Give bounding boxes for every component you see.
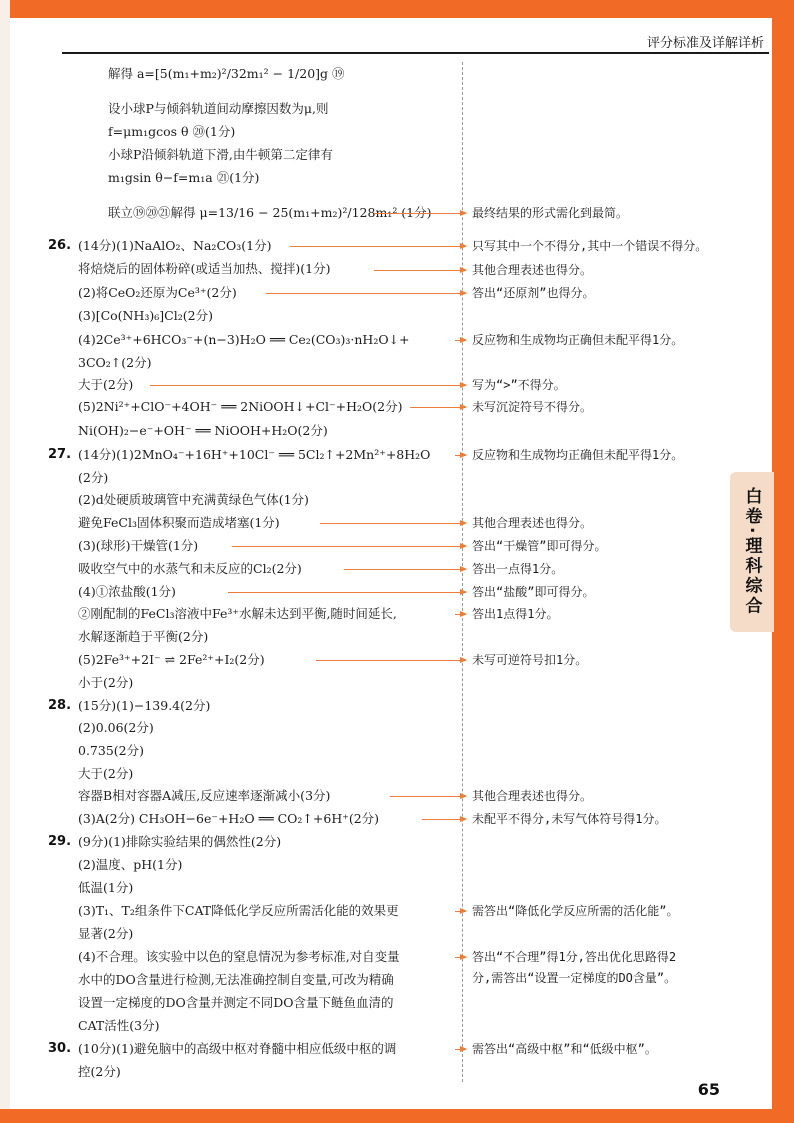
arrow-icon [344, 569, 466, 570]
scoring-note: 答出1点得1分。 [472, 607, 559, 621]
answer-line: (3)T₁、T₂组条件下CAT降低化学反应所需活化能的效果更 [78, 903, 399, 918]
scoring-note: 其他合理表述也得分。 [472, 516, 593, 530]
answer-line: 吸收空气中的水蒸气和未反应的Cl₂(2分) [78, 561, 302, 576]
scoring-note: 只写其中一个不得分,其中一个错误不得分。 [472, 239, 708, 253]
answer-line: 设置一定梯度的DO含量并测定不同DO含量下鲢鱼血清的 [78, 995, 394, 1010]
arrow-icon [455, 340, 466, 341]
answer-line: (5)2Fe³⁺+2I⁻ ⇌ 2Fe²⁺+I₂(2分) [78, 652, 265, 667]
arrow-icon [320, 523, 466, 524]
arrow-icon [455, 614, 466, 615]
scoring-note: 反应物和生成物均正确但未配平得1分。 [472, 448, 684, 462]
answer-line: (3)(球形)干燥管(1分) [78, 538, 199, 553]
answer-line: (15分)(1)−139.4(2分) [78, 698, 211, 713]
answer-line: 低温(1分) [78, 880, 134, 895]
page-number: 65 [697, 1080, 720, 1099]
scoring-note: 反应物和生成物均正确但未配平得1分。 [472, 333, 684, 347]
answer-line: 显著(2分) [78, 926, 134, 941]
arrow-icon [290, 246, 466, 247]
answer-line: 水解逐渐趋于平衡(2分) [78, 629, 209, 644]
answer-line: 小于(2分) [78, 675, 134, 690]
question-number: 26. [48, 238, 72, 253]
arrow-icon [316, 660, 466, 661]
scoring-note: 其他合理表述也得分。 [472, 263, 593, 277]
question-number: 29. [48, 834, 72, 849]
header-title: 评分标准及详解详析 [646, 36, 764, 51]
arrow-icon [266, 293, 466, 294]
arrow-icon [455, 957, 466, 958]
answer-line: 容器B相对容器A减压,反应速率逐渐减小(3分) [78, 788, 331, 803]
side-tab-label: 白卷·理科综合 [741, 487, 762, 617]
scoring-note: 需答出“高级中枢”和“低级中枢”。 [472, 1042, 657, 1056]
answer-line: (4)2Ce³⁺+6HCO₃⁻+(n−3)H₂O ══ Ce₂(CO₃)₃·nH₂O↓+ [78, 332, 410, 347]
top-color-band [0, 0, 794, 18]
answer-line: 3CO₂↑(2分) [78, 355, 152, 370]
answer-line: 控(2分) [78, 1064, 121, 1079]
answer-line: 联立⑲⑳㉑解得 μ=13/16 − 25(m₁+m₂)²/128m₁² (1分) [108, 205, 432, 220]
side-tab [730, 472, 774, 632]
arrow-icon [422, 819, 466, 820]
answer-line: 小球P沿倾斜轨道下滑,由牛顿第二定律有 [108, 147, 333, 162]
answer-line: m₁gsin θ−f=m₁a ㉑(1分) [108, 170, 260, 185]
scoring-note: 未配平不得分,未写气体符号得1分。 [472, 812, 667, 826]
answer-line: (2分) [78, 470, 109, 485]
right-color-band [772, 0, 794, 1123]
answer-line: (3)A(2分) CH₃OH−6e⁻+H₂O ══ CO₂↑+6H⁺(2分) [78, 811, 380, 826]
arrow-icon [228, 592, 466, 593]
scoring-note: 分,需答出“设置一定梯度的DO含量”。 [472, 971, 677, 985]
arrow-icon [374, 270, 466, 271]
scoring-note: 答出一点得1分。 [472, 562, 564, 576]
answer-line: (14分)(1)2MnO₄⁻+16H⁺+10Cl⁻ ══ 5Cl₂↑+2Mn²⁺+8H₂O [78, 447, 431, 462]
answer-line: 设小球P与倾斜轨道间动摩擦因数为μ,则 [108, 101, 329, 116]
scoring-note: 答出“还原剂”也得分。 [472, 286, 595, 300]
bottom-color-band [0, 1109, 794, 1123]
answer-line: 避免FeCl₃固体积聚而造成堵塞(1分) [78, 515, 280, 530]
arrow-icon [455, 1049, 466, 1050]
answer-line: 大于(2分) [78, 766, 134, 781]
arrow-icon [410, 407, 466, 408]
arrow-icon [374, 213, 466, 214]
scoring-note: 写为“>”不得分。 [472, 378, 566, 392]
scoring-note: 需答出“降低化学反应所需的活化能”。 [472, 904, 679, 918]
answer-line: Ni(OH)₂−e⁻+OH⁻ ══ NiOOH+H₂O(2分) [78, 423, 328, 438]
answer-line: 大于(2分) [78, 377, 134, 392]
answer-line: (5)2Ni²⁺+ClO⁻+4OH⁻ ══ 2NiOOH↓+Cl⁻+H₂O(2分) [78, 399, 403, 414]
answer-line: 解得 a=[5(m₁+m₂)²/32m₁² − 1/20]g ⑲ [108, 66, 345, 81]
scoring-note: 其他合理表述也得分。 [472, 789, 593, 803]
answer-line: (2)d处硬质玻璃管中充满黄绿色气体(1分) [78, 492, 309, 507]
answer-line: ②刚配制的FeCl₃溶液中Fe³⁺水解未达到平衡,随时间延长, [78, 606, 397, 621]
arrow-icon [390, 796, 466, 797]
scoring-note: 答出“盐酸”即可得分。 [472, 585, 595, 599]
scoring-note: 答出“干燥管”即可得分。 [472, 539, 607, 553]
answer-line: (4)①浓盐酸(1分) [78, 584, 176, 599]
arrow-icon [455, 911, 466, 912]
answer-line: (10分)(1)避免脑中的高级中枢对脊髓中相应低级中枢的调 [78, 1041, 397, 1056]
header-rule [62, 52, 769, 54]
answer-line: (3)[Co(NH₃)₆]Cl₂(2分) [78, 308, 213, 323]
scoring-note: 答出“不合理”得1分,答出优化思路得2 [472, 950, 677, 964]
scoring-note: 最终结果的形式需化到最简。 [472, 206, 629, 220]
answer-line: (4)不合理。该实验中以色的窒息情况为参考标准,对自变量 [78, 949, 400, 964]
answer-line: CAT活性(3分) [78, 1018, 160, 1033]
question-number: 27. [48, 447, 72, 462]
question-number: 28. [48, 698, 72, 713]
scoring-note: 未写沉淀符号不得分。 [472, 400, 593, 414]
answer-line: (2)温度、pH(1分) [78, 857, 183, 872]
answer-line: (2)将CeO₂还原为Ce³⁺(2分) [78, 285, 237, 300]
answer-line: (14分)(1)NaAlO₂、Na₂CO₃(1分) [78, 238, 272, 253]
arrow-icon [232, 546, 466, 547]
answer-line: f=μm₁gcos θ ⑳(1分) [108, 124, 236, 139]
left-margin [0, 0, 10, 1123]
answer-line: (9分)(1)排除实验结果的偶然性(2分) [78, 834, 282, 849]
question-number: 30. [48, 1041, 72, 1056]
answer-line: (2)0.06(2分) [78, 720, 154, 735]
answer-line: 0.735(2分) [78, 743, 144, 758]
answer-line: 将焙烧后的固体粉碎(或适当加热、搅拌)(1分) [78, 261, 331, 276]
arrow-icon [455, 455, 466, 456]
answer-line: 水中的DO含量进行检测,无法准确控制自变量,可改为精确 [78, 972, 394, 987]
scoring-note: 未写可逆符号扣1分。 [472, 653, 588, 667]
arrow-icon [150, 385, 466, 386]
